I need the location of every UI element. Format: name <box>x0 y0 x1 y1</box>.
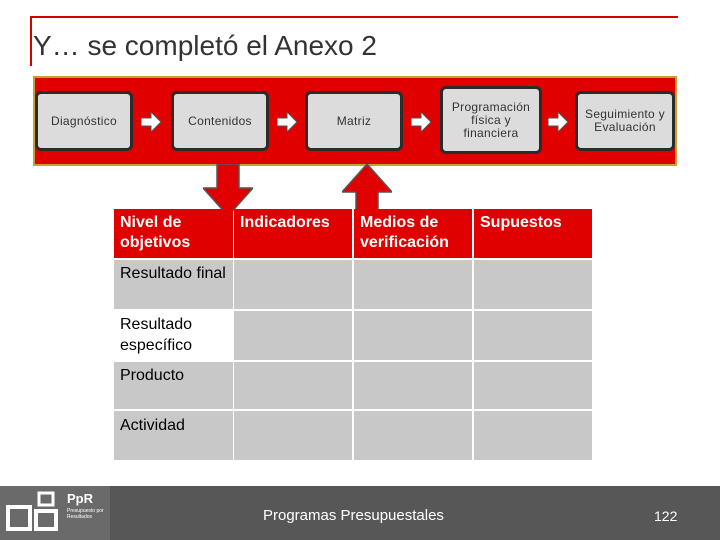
title-frame-left-line <box>30 16 32 66</box>
table-cell <box>234 411 352 460</box>
process-step-contenidos <box>171 91 269 151</box>
row-label-actividad: Actividad <box>114 411 233 460</box>
process-step-matriz <box>305 91 403 151</box>
header-medios-de-verificacion: Medios de verificación <box>354 209 472 258</box>
process-step-programacion <box>440 86 542 154</box>
process-band <box>33 76 677 166</box>
arrow-right-icon <box>548 112 568 132</box>
arrow-right-icon <box>141 112 161 132</box>
table-cell <box>354 311 472 360</box>
process-step-label: Seguimiento y Evaluación <box>585 107 665 134</box>
process-step-label: Diagnóstico <box>50 113 117 128</box>
header-nivel-de-objetivos: Nivel de objetivos <box>114 209 233 258</box>
header-supuestos: Supuestos <box>474 209 592 258</box>
table-cell <box>234 260 352 309</box>
header-indicadores: Indicadores <box>234 209 352 258</box>
table-cell <box>354 260 472 309</box>
process-step-label: Matriz <box>336 113 372 128</box>
table-cell <box>234 362 352 409</box>
row-label-resultado-final: Resultado final <box>114 260 233 309</box>
table-cell <box>474 260 592 309</box>
row-label-resultado-especifico: Resultado específico <box>114 311 233 360</box>
page-number: 122 <box>654 508 678 524</box>
title-frame-top-line <box>30 16 678 18</box>
process-step-seguimiento <box>575 91 675 151</box>
table-cell <box>234 311 352 360</box>
table-cell <box>354 411 472 460</box>
process-step-label: Contenidos <box>188 113 252 128</box>
process-step-diagnostico <box>35 91 133 151</box>
table-cell <box>474 311 592 360</box>
ppr-logo-icon <box>6 491 62 535</box>
logo-subtext: Presupuesto por Resultados <box>67 508 104 520</box>
footer-title: Programas Presupuestales <box>263 507 444 524</box>
logo-text: PpR <box>67 491 93 506</box>
slide-title: Y… se completó el Anexo 2 <box>33 30 377 61</box>
table-cell <box>474 362 592 409</box>
process-step-label: Programación física y financiera <box>451 99 531 140</box>
arrow-right-icon <box>411 112 431 132</box>
row-label-producto: Producto <box>114 362 233 409</box>
table-cell <box>354 362 472 409</box>
table-cell <box>474 411 592 460</box>
arrow-right-icon <box>277 112 297 132</box>
